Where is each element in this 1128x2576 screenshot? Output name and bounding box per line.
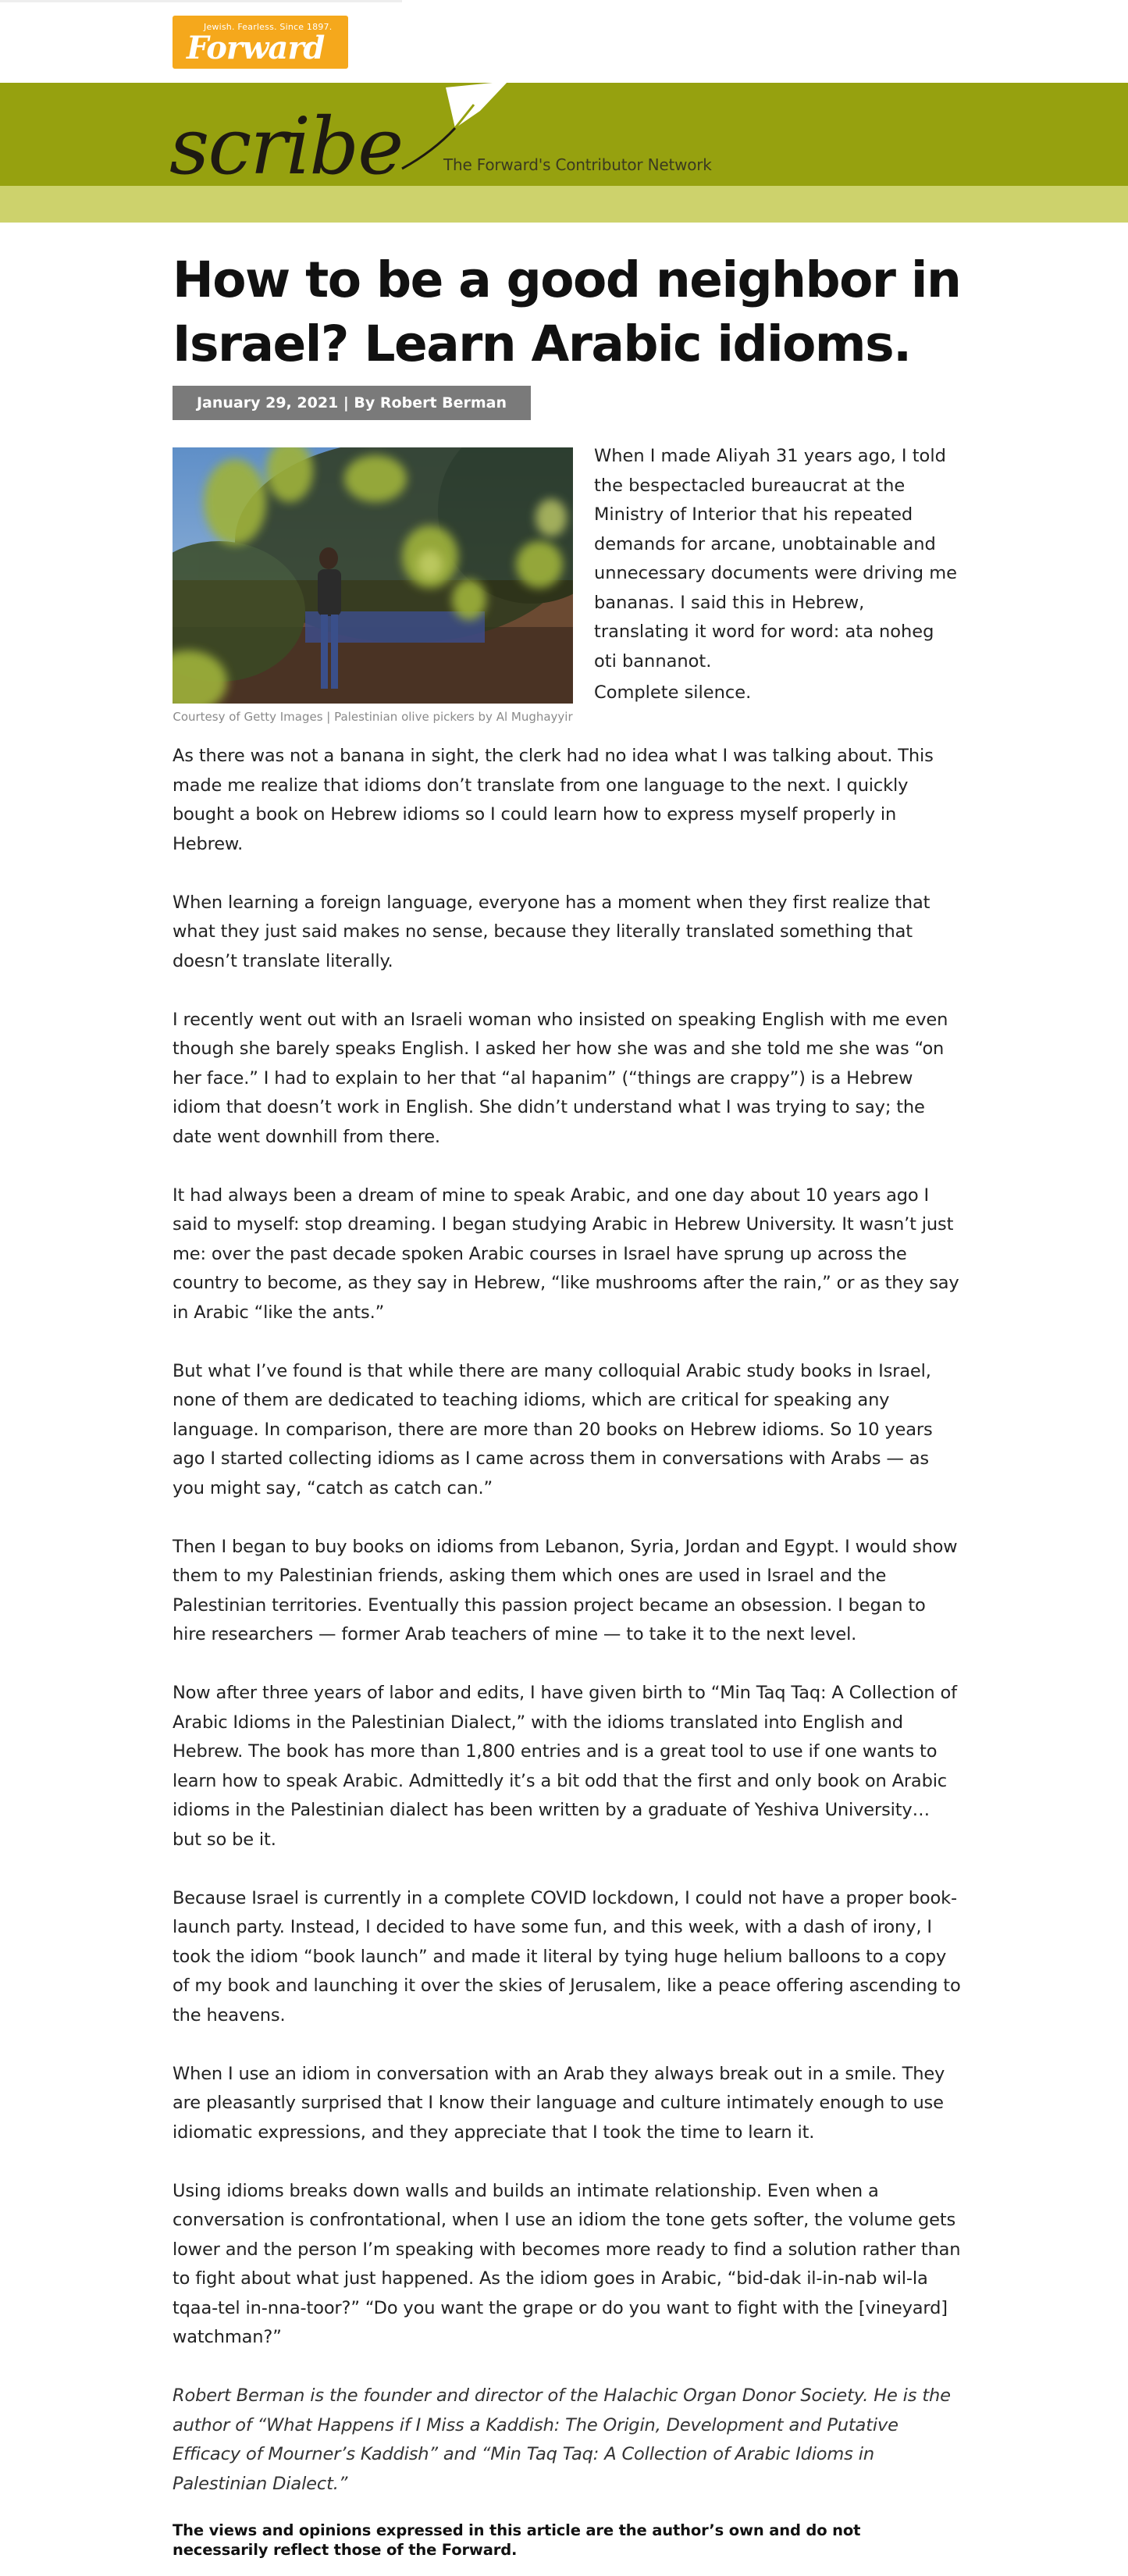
forward-tagline: Jewish. Fearless. Since 1897. [204, 22, 333, 32]
article-paragraph: I recently went out with an Israeli woman who insisted on speaking English with me even though she barely speaks English. I asked her how she was and she told me she was “on her face.” I had to explain to her that “al hapanim” (“things are crappy”) is a Hebrew idiom that doesn’t work in English. She didn’t understand what I was trying to say; the date went downhill from there. [173, 1009, 948, 1147]
article-dateline: January 29, 2021 | By Robert Berman [173, 386, 531, 420]
article-paragraph: But what I’ve found is that while there are many colloquial Arabic study books in Israel, none of them are dedicated to teaching idioms, which are critical for speaking any language. In comparison, there are more than 20 books on Hebrew idioms. So 10 years ago I started collecting idioms as I came across them in conversations with Arabs — as you might say, “catch as catch can.” [173, 1360, 933, 1498]
article-paragraph: As there was not a banana in sight, the clerk had no idea what I was talking about. This made me realize that idioms don’t translate from one language to the next. I quickly bought a book on Hebrew idioms so I could learn how to express myself properly in Hebrew. [173, 746, 934, 854]
article-paragraph: It had always been a dream of mine to speak Arabic, and one day about 10 years ago I said to myself: stop dreaming. I began studying Arabic in Hebrew University. It wasn’t just me: over the past decade spoken Arabic courses in Israel have sprung up across the country to become, as they say in Hebrew, “like mushrooms after the rain,” or as they say in Arabic “like the ants.” [173, 1185, 959, 1323]
article-paragraph: Now after three years of labor and edits, I have given birth to “Min Taq Taq: A Collection of Arabic Idioms in the Palestinian Dialect,” with the idioms translated into English and Hebrew. The book has more than 1,800 entries and is a great tool to use if one wants to learn how to speak Arabic. Admittedly it’s a bit odd that the first and only book on Arabic idioms in the Palestinian dialect has been written by a graduate of Yeshiva University… but so be it. [173, 1683, 957, 1850]
forward-wordmark: Forward [187, 30, 325, 66]
article-paragraph: Using idioms breaks down walls and builds an intimate relationship. Even when a conversation is confrontational, when I use an idiom the tone gets softer, the volume gets lower and the person I’m speaking with becomes more ready to find a solution rather than to fight about what just happened. As the idiom goes in Arabic, “bid-dak il-in-nab wil-la tqaa-tel in-nna-toor?” “Do you want the grape or do you want to fight with the [vineyard] watchman?” [173, 2180, 961, 2347]
scribe-logo[interactable] [168, 81, 511, 191]
scribe-wordmark: scribe [169, 101, 403, 191]
opinion-disclaimer: The views and opinions expressed in this article are the author’s own and do not necessarily reflect those of the Forward. [173, 2521, 861, 2559]
scribe-tagline: The Forward's Contributor Network [443, 155, 712, 174]
top-divider [0, 0, 402, 2]
article-headline: How to be a good neighbor in Israel? Learn Arabic idioms. [173, 251, 961, 372]
article-paragraph: When learning a foreign language, everyone has a moment when they first realize that what they just said makes no sense, because they literally translated something that doesn’t translate literally. [173, 892, 931, 971]
scribe-banner-underline [0, 186, 1128, 223]
article-paragraph: Then I began to buy books on idioms from Lebanon, Syria, Jordan and Egypt. I would show them to my Palestinian friends, asking them which ones are used in Israel and the Palestinian territories. Eventually this passion project became an obsession. I began to hire researchers — former Arab teachers of mine — to take it to the next level. [173, 1536, 958, 1644]
article-photo [173, 447, 573, 704]
article-silence-line: Complete silence. [594, 682, 752, 703]
article-body [173, 742, 961, 2560]
article-paragraph: Because Israel is currently in a complete COVID lockdown, I could not have a proper book-launch party. Instead, I decided to have some fun, and this week, with a dash of irony, I took the idiom “book launch” and made it literal by tying huge helium balloons to a copy of my book and launching it over the skies of Jerusalem, like a peace offering ascending to the heavens. [173, 1887, 961, 2026]
forward-logo-link[interactable] [173, 16, 348, 69]
image-caption: Courtesy of Getty Images | Palestinian olive pickers by Al Mughayyir [173, 710, 573, 724]
article-paragraph: When I use an idiom in conversation with an Arab they always break out in a smile. They are pleasantly surprised that I know their language and culture intimately enough to use idiomatic expressions, and they appreciate that I took the time to learn it. [173, 2063, 945, 2143]
author-bio: Robert Berman is the founder and director of the Halachic Organ Donor Society. He is the author of “What Happens if I Miss a Kaddish: The Origin, Development and Putative Efficacy of Mourner’s Kaddish” and “Min Taq Taq: A Collection of Arabic Idioms in Palestinian Dialect.” [173, 2385, 951, 2494]
article-intro-paragraph: When I made Aliyah 31 years ago, I told the bespectacled bureaucrat at the Ministry of Interior that his repeated demands for arcane, unobtainable and unnecessary documents were driving me bananas. I said this in Hebrew, translating it word for word: ata noheg oti bannanot. [594, 446, 957, 672]
